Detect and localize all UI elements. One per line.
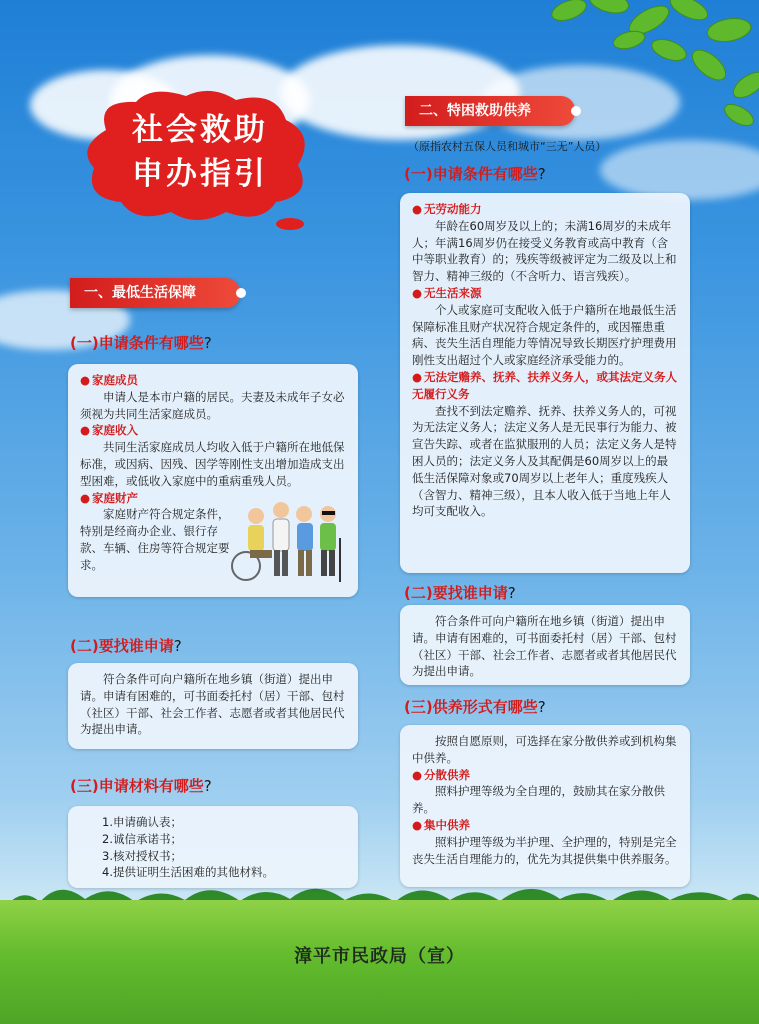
left-q3-heading: (三)申请材料有哪些?	[70, 777, 212, 795]
left-q2-heading-text: (二)要找谁申请	[70, 637, 174, 655]
left-q1-item-2-text: 家庭财产符合规定条件，特别是经商办企业、银行存款、车辆、住房等符合规定要求。	[80, 507, 230, 572]
left-q3-panel	[68, 806, 358, 888]
material-item: 3.核对授权书；	[102, 848, 182, 863]
left-q1-item-1-text: 共同生活家庭成员人均收入低于户籍所在地低保标准，或因病、因残、因学等刚性支出增加造成支出型困难，或低收入家庭中的重病重残人员。	[80, 440, 345, 488]
right-q1-heading: (一)申请条件有哪些?	[404, 165, 546, 183]
right-q1-item-2-label: ● 无法定赡养、抚养、扶养义务人，或其法定义务人无履行义务	[412, 369, 678, 403]
right-q1-item-1-text: 个人或家庭可支配收入低于户籍所在地最低生活保障标准且财产状况符合规定条件的，或因罹患重病、丧失生活自理能力等情况导致长期医疗护理费用刚性支出超过个人或家庭经济承受能力的。	[412, 302, 677, 368]
left-q2-heading: (二)要找谁申请?	[70, 637, 182, 655]
right-q2-panel	[400, 605, 690, 685]
left-q2-text: 符合条件可向户籍所在地乡镇（街道）提出申请。申请有困难的，可书面委托村（居）干部、包村（社区）干部、社会工作者、志愿者或者其他居民代为提出申请。	[80, 672, 345, 737]
left-q1-item-0-text: 申请人是本市户籍的居民。夫妻及未成年子女必须视为共同生活家庭成员。	[80, 389, 345, 421]
right-q1-item-2-text: 查找不到法定赡养、抚养、扶养义务人的，可视为无法定义务人；法定义务人是无民事行为能力、被宣告失踪、或者在监狱服刑的人员；法定义务人是特困人员的；法定义务人及其配偶是60周岁以上的最低生活保障对象或70周岁以上老年人；重度残疾人（含智力、精神三级），且本人收入低于当地上年人均可支配收入。	[412, 403, 677, 519]
right-q3-item-1-text: 照料护理等级为半护理、全护理的，特别是完全丧失生活自理能力的，优先为其提供集中供养服务。	[412, 834, 677, 866]
right-q1-item-0-text: 年龄在60周岁及以上的；未满16周岁的未成年人；年满16周岁仍在接受义务教育或高中教育（含中等职业教育）的；残疾等级被评定为二级及以上和智力、精神三级的（不含听力、语言残疾）。	[412, 218, 677, 284]
publisher-footer: 漳平市民政局（宣）	[294, 946, 465, 967]
right-q1-item-1-label: ● 无生活来源	[412, 285, 678, 302]
right-q3-heading-text: (三)供养形式有哪些	[404, 698, 538, 716]
right-q3-heading: (三)供养形式有哪些?	[404, 698, 546, 716]
material-item: 4.提供证明生活困难的其他材料。	[102, 865, 274, 880]
left-q1-heading: (一)申请条件有哪些?	[70, 334, 212, 352]
title-line-2: 申办指引	[132, 156, 268, 192]
right-q3-item-0-label: ● 分散供养	[412, 767, 678, 784]
material-item: 1.申请确认表；	[102, 815, 182, 829]
right-q3-item-1-label: ● 集中供养	[412, 817, 678, 834]
left-q2-panel	[68, 663, 358, 749]
title-line-1: 社会救助	[132, 112, 268, 148]
right-q1-item-0-label: ● 无劳动能力	[412, 201, 678, 218]
tekun-note: （原指农村五保人员和城市“三无”人员）	[408, 140, 607, 153]
right-q2-heading: (二)要找谁申请?	[404, 584, 516, 602]
right-q1-heading-text: (一)申请条件有哪些	[404, 165, 538, 183]
material-item: 2.诚信承诺书；	[102, 831, 182, 846]
right-q3-panel	[400, 725, 690, 887]
left-q3-heading-text: (三)申请材料有哪些	[70, 777, 204, 795]
section-title-tekun: 二、特困救助供养	[405, 96, 575, 126]
left-q1-item-0-label: ● 家庭成员	[80, 372, 346, 389]
right-q2-heading-text: (二)要找谁申请	[404, 584, 508, 602]
page-title	[100, 108, 300, 196]
right-q3-intro: 按照自愿原则，可选择在家分散供养或到机构集中供养。	[412, 734, 677, 765]
right-q3-item-0-text: 照料护理等级为全自理的，鼓励其在家分散供养。	[412, 784, 665, 816]
right-q2-text: 符合条件可向户籍所在地乡镇（街道）提出申请。申请有困难的，可书面委托村（居）干部、包村（社区）干部、社会工作者、志愿者或者其他居民代为提出申请。	[412, 614, 677, 679]
left-q1-item-2-label: ● 家庭财产	[80, 490, 346, 507]
left-q1-heading-text: (一)申请条件有哪些	[70, 334, 204, 352]
background-cloud	[600, 140, 759, 200]
people-illustration	[226, 498, 344, 584]
section-title-dibao: 一、最低生活保障	[70, 278, 240, 308]
right-q1-panel	[400, 193, 690, 573]
left-q1-item-1-label: ● 家庭收入	[80, 422, 346, 439]
